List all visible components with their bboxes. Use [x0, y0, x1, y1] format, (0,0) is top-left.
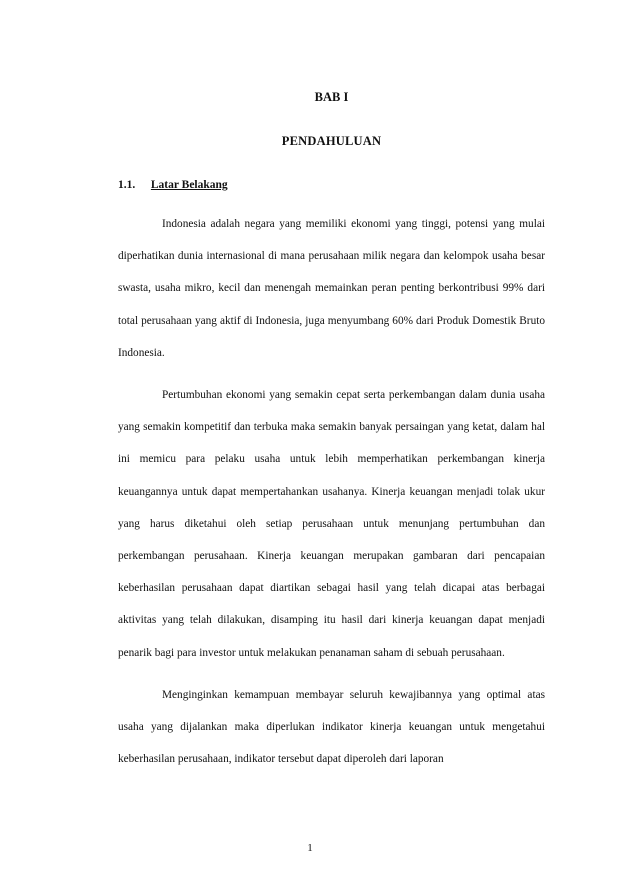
paragraph-1: Indonesia adalah negara yang memiliki ekonomi yang tinggi, potensi yang mulai diperhatikan dunia internasional di mana perusahaan milik negara dan kelompok usaha besar swasta, usaha mikro, kecil dan menengah memainkan peran penting berkontribusi 99% dari total perusahaan yang aktif di Indonesia, juga menyumbang 60% dari Produk Domestik Bruto Indonesia.	[118, 218, 545, 359]
section-number: 1.1.	[118, 179, 136, 191]
section-heading	[118, 176, 228, 194]
chapter-number: BAB I	[314, 90, 349, 104]
chapter-title: PENDAHULUAN	[281, 134, 382, 148]
page-number: 1	[307, 842, 313, 854]
paragraph-3: Menginginkan kemampuan membayar seluruh kewajibannya yang optimal atas usaha yang dijalankan maka diperlukan indikator kinerja keuangan untuk mengetahui keberhasilan perusahaan, indikator tersebut dapat diperoleh dari laporan	[118, 688, 545, 766]
section-title: Latar Belakang	[150, 179, 228, 191]
paragraph-2: Pertumbuhan ekonomi yang semakin cepat serta perkembangan dalam dunia usaha yang semakin kompetitif dan terbuka maka semakin banyak persaingan yang ketat, dalam hal ini memicu para pelaku usaha untuk lebih memperhatikan perkembangan kinerja keuangannya untuk dapat mempertahankan usahanya. Kinerja keuangan menjadi tolak ukur yang harus diketahui oleh setiap perusahaan untuk menunjang pertumbuhan dan perkembangan perusahaan. Kinerja keuangan merupakan gambaran dari pencapaian keberhasilan perusahaan dapat diartikan sebagai hasil yang telah dicapai atas berbagai aktivitas yang telah dilakukan, disamping itu hasil dari kinerja keuangan dapat menjadi penarik bagi para investor untuk melakukan penanaman saham di sebuah perusahaan.	[118, 389, 545, 659]
body-text	[118, 208, 545, 785]
